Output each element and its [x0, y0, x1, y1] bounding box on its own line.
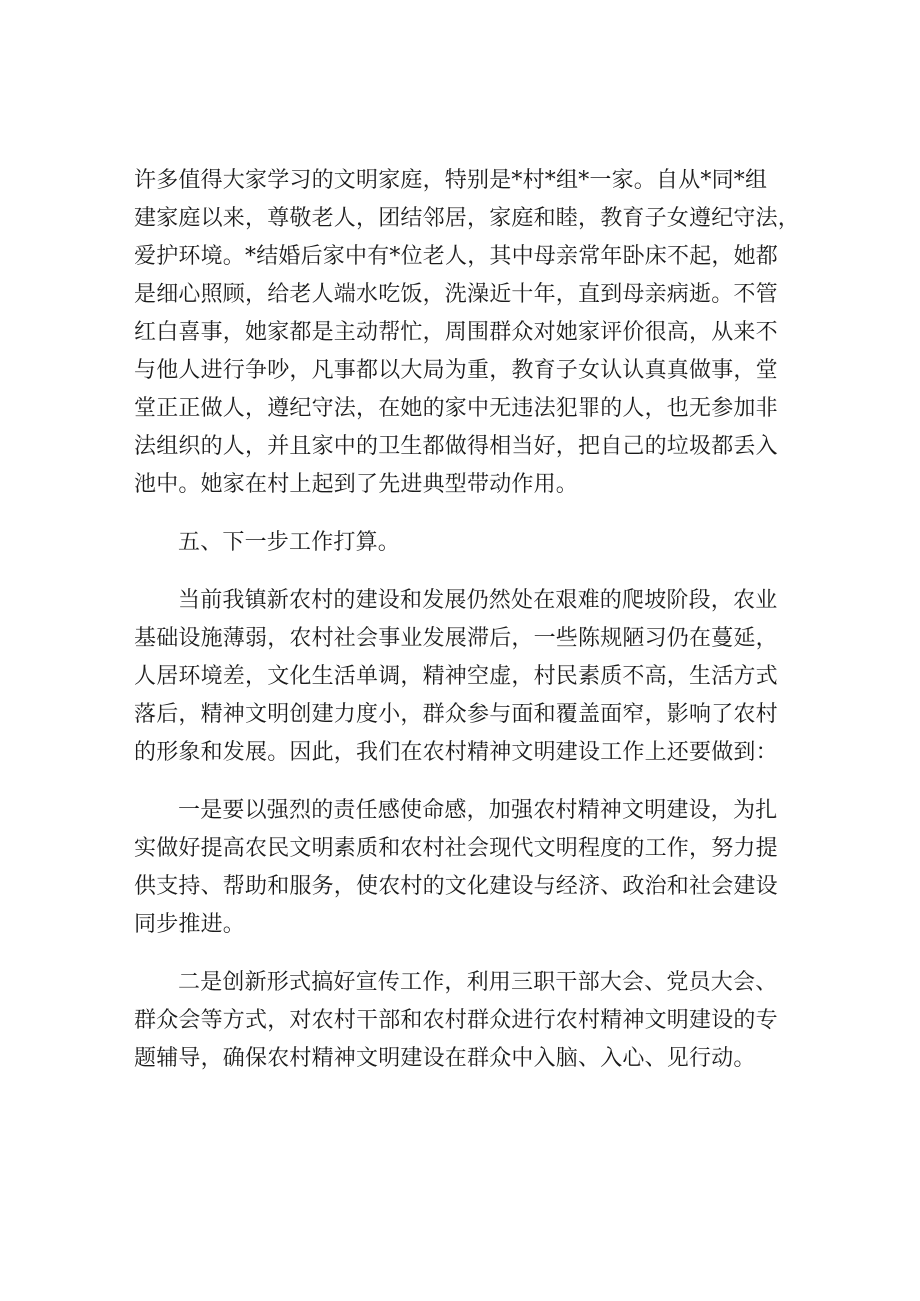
text-line: 法组织的人，并且家中的卫生都做得相当好，把自己的垃圾都丢入: [134, 434, 778, 459]
text-line: 爱护环境。*结婚后家中有*位老人，其中母亲常年卧床不起，她都: [134, 244, 779, 269]
text-line: 二是创新形式搞好宣传工作，利用三职干部大会、党员大会、: [178, 970, 778, 995]
text-line: 实做好提高农民文明素质和农村社会现代文明程度的工作，努力提: [134, 836, 778, 861]
text-line: 落后，精神文明创建力度小，群众参与面和覆盖面窄，影响了农村: [134, 702, 778, 727]
text-line: 同步推进。: [134, 912, 246, 937]
paragraph-point-two: [134, 964, 820, 1078]
text-line: 与他人进行争吵，凡事都以大局为重，教育子女认认真真做事，堂: [134, 358, 778, 383]
text-line: 是细心照顾，给老人端水吃饭，洗澡近十年，直到母亲病逝。不管: [134, 282, 778, 307]
text-line: 一是要以强烈的责任感使命感，加强农村精神文明建设，为扎: [178, 798, 778, 823]
paragraph-current-situation: [134, 582, 820, 772]
text-line: 红白喜事，她家都是主动帮忙，周围群众对她家评价很高，从来不: [134, 320, 778, 345]
text-line: 基础设施薄弱，农村社会事业发展滞后，一些陈规陋习仍在蔓延，: [134, 626, 778, 651]
document-body: [134, 162, 820, 1098]
text-line: 五、下一步工作打算。: [178, 530, 401, 555]
text-line: 题辅导，确保农村精神文明建设在群众中入脑、入心、见行动。: [134, 1046, 756, 1071]
section-heading: [134, 524, 820, 562]
paragraph-point-one: [134, 792, 820, 944]
text-line: 供支持、帮助和服务，使农村的文化建设与经济、政治和社会建设: [134, 874, 778, 899]
text-line: 池中。她家在村上起到了先进典型带动作用。: [134, 472, 579, 497]
text-line: 建家庭以来，尊敬老人，团结邻居，家庭和睦，教育子女遵纪守法，: [134, 206, 801, 231]
text-line: 堂正正做人，遵纪守法，在她的家中无违法犯罪的人，也无参加非: [134, 396, 778, 421]
text-line: 的形象和发展。因此，我们在农村精神文明建设工作上还要做到：: [134, 740, 778, 765]
paragraph-model-family: [134, 162, 820, 504]
text-line: 群众会等方式，对农村干部和农村群众进行农村精神文明建设的专: [134, 1008, 778, 1033]
text-line: 当前我镇新农村的建设和发展仍然处在艰难的爬坡阶段，农业: [178, 588, 778, 613]
text-line: 人居环境差，文化生活单调，精神空虚，村民素质不高，生活方式: [134, 664, 778, 689]
text-line: 许多值得大家学习的文明家庭，特别是*村*组*一家。自从*同*组: [134, 168, 768, 193]
